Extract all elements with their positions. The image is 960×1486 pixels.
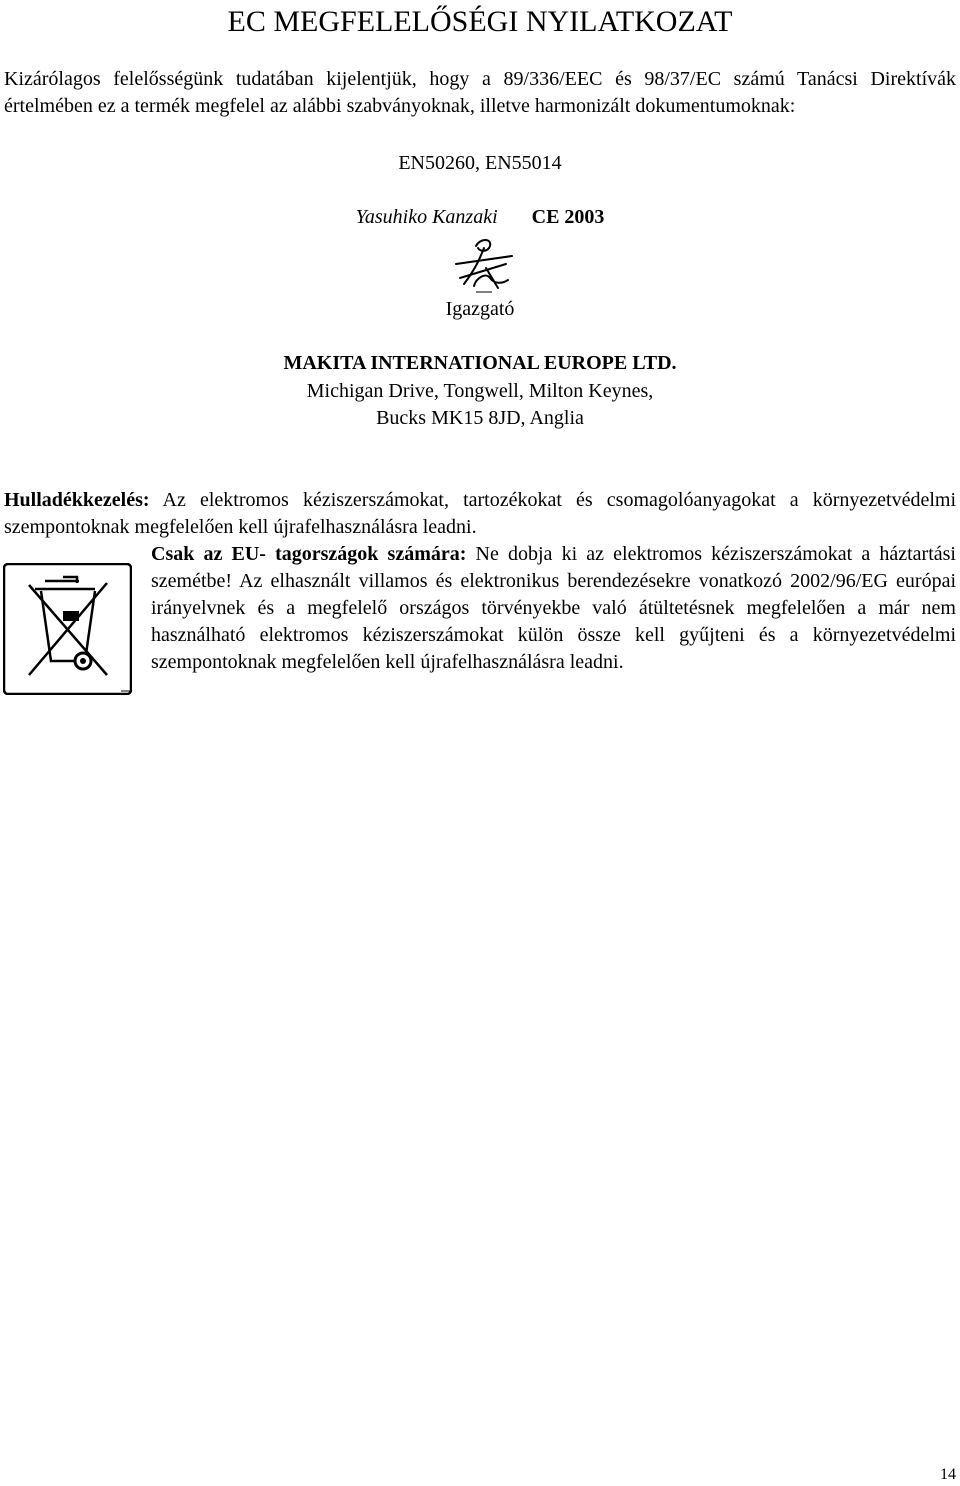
company-address-line2: Bucks MK15 8JD, Anglia xyxy=(376,407,584,429)
ce-mark-year: CE 2003 xyxy=(531,206,605,228)
eu-notice-paragraph xyxy=(151,541,956,676)
page-number: 14 xyxy=(940,1466,956,1483)
company-name: MAKITA INTERNATIONAL EUROPE LTD. xyxy=(283,352,677,374)
eu-notice-text: Ne dobja ki az elektromos kéziszerszámokat a háztartási szemétbe! Az elhasznált villamos és elektronikus berendezésekre vonatkozó 2002/96/EG európai irányelvnek és a megfelelő országos törvényekbe való átültetésnek megfelelően a már nem használható elektromos kéziszerszámokat külön össze kell gyűjteni és a környezetvédelmi szempontoknak megfelelően kell újrafelhasználásra leadni. xyxy=(151,543,956,673)
waste-text: Az elektromos kéziszerszámokat, tartozékokat és csomagolóanyagokat a környezetvédelmi szempontoknak megfelelően kell újrafelhasználásra leadni. xyxy=(4,489,956,538)
company-address-line1: Michigan Drive, Tongwell, Milton Keynes, xyxy=(306,380,654,402)
intro-paragraph: Kizárólagos felelősségünk tudatában kijelentjük, hogy a 89/336/EEC és 98/37/EC számú Tanácsi Direktívák értelmében ez a termék megfelel az alábbi szabványoknak, illetve harmonizált dokumentumoknak: xyxy=(4,68,956,117)
waste-label: Hulladékkezelés: xyxy=(4,489,150,511)
signatory-position: Igazgató xyxy=(445,298,515,320)
signature-image xyxy=(446,234,522,296)
document-title: EC MEGFELELŐSÉGI NYILATKOZAT xyxy=(227,5,733,38)
standards-list: EN50260, EN55014 xyxy=(398,152,562,174)
waste-paragraph xyxy=(4,487,956,541)
weee-bin-icon xyxy=(3,563,132,695)
signatory-row xyxy=(0,204,960,230)
signatory-name: Yasuhiko Kanzaki xyxy=(355,206,498,228)
eu-notice-label: Csak az EU- tagországok számára: xyxy=(151,543,467,565)
